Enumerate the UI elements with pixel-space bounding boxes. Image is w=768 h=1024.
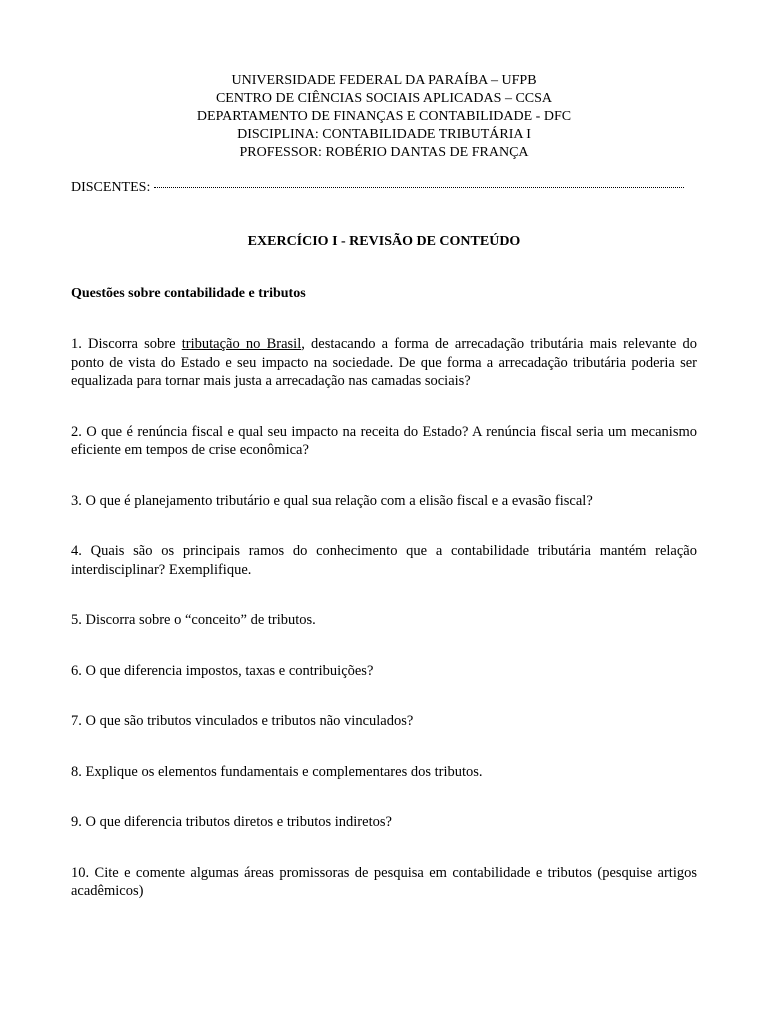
- section-subtitle: Questões sobre contabilidade e tributos: [71, 286, 306, 301]
- question-2: 2. O que é renúncia fiscal e qual seu impacto na receita do Estado? A renúncia fiscal seria um mecanismo eficiente em tempos de crise econômica?: [71, 423, 697, 458]
- question-4: 4. Quais são os principais ramos do conhecimento que a contabilidade tributária mantém relação interdisciplinar? Exemplifique.: [71, 543, 697, 578]
- question-3: 3. O que é planejamento tributário e qual sua relação com a elisão fiscal e a evasão fiscal?: [71, 492, 593, 509]
- question-10: 10. Cite e comente algumas áreas promissoras de pesquisa em contabilidade e tributos (pesquise artigos acadêmicos): [71, 864, 697, 899]
- document-header: [71, 72, 697, 162]
- question-1-suffix: , destacando a forma de arrecadação tributária mais relevante do ponto de vista do Estado e seu impacto na sociedade. De que forma a arrecadação tributária poderia ser equalizada para tornar mais justa a arrecadação nas camadas sociais?: [71, 336, 697, 389]
- question-5: 5. Discorra sobre o “conceito” de tributos.: [71, 612, 316, 628]
- header-professor: PROFESSOR: ROBÉRIO DANTAS DE FRANÇA: [239, 145, 529, 160]
- document-page: [71, 72, 697, 901]
- question-6: 6. O que diferencia impostos, taxas e contribuições?: [71, 662, 374, 679]
- header-discipline: DISCIPLINA: CONTABILIDADE TRIBUTÁRIA I: [237, 127, 531, 142]
- exercise-title: EXERCÍCIO I - REVISÃO DE CONTEÚDO: [247, 234, 521, 249]
- question-7: 7. O que são tributos vinculados e tributos não vinculados?: [71, 713, 414, 729]
- header-center: CENTRO DE CIÊNCIAS SOCIAIS APLICADAS – CCSA: [215, 91, 553, 106]
- question-1: [71, 335, 697, 391]
- discentes-label: DISCENTES:: [71, 180, 151, 195]
- question-9: 9. O que diferencia tributos diretos e tributos indiretos?: [71, 814, 392, 830]
- discentes-line: [71, 179, 697, 197]
- header-university: UNIVERSIDADE FEDERAL DA PARAÍBA – UFPB: [231, 73, 537, 88]
- question-1-link[interactable]: tributação no Brasil: [181, 336, 302, 352]
- question-8: 8. Explique os elementos fundamentais e complementares dos tributos.: [71, 763, 483, 780]
- question-1-prefix: 1. Discorra sobre: [71, 336, 182, 352]
- discentes-fill-line: [154, 187, 684, 188]
- header-department: DEPARTAMENTO DE FINANÇAS E CONTABILIDADE - DFC: [196, 109, 572, 124]
